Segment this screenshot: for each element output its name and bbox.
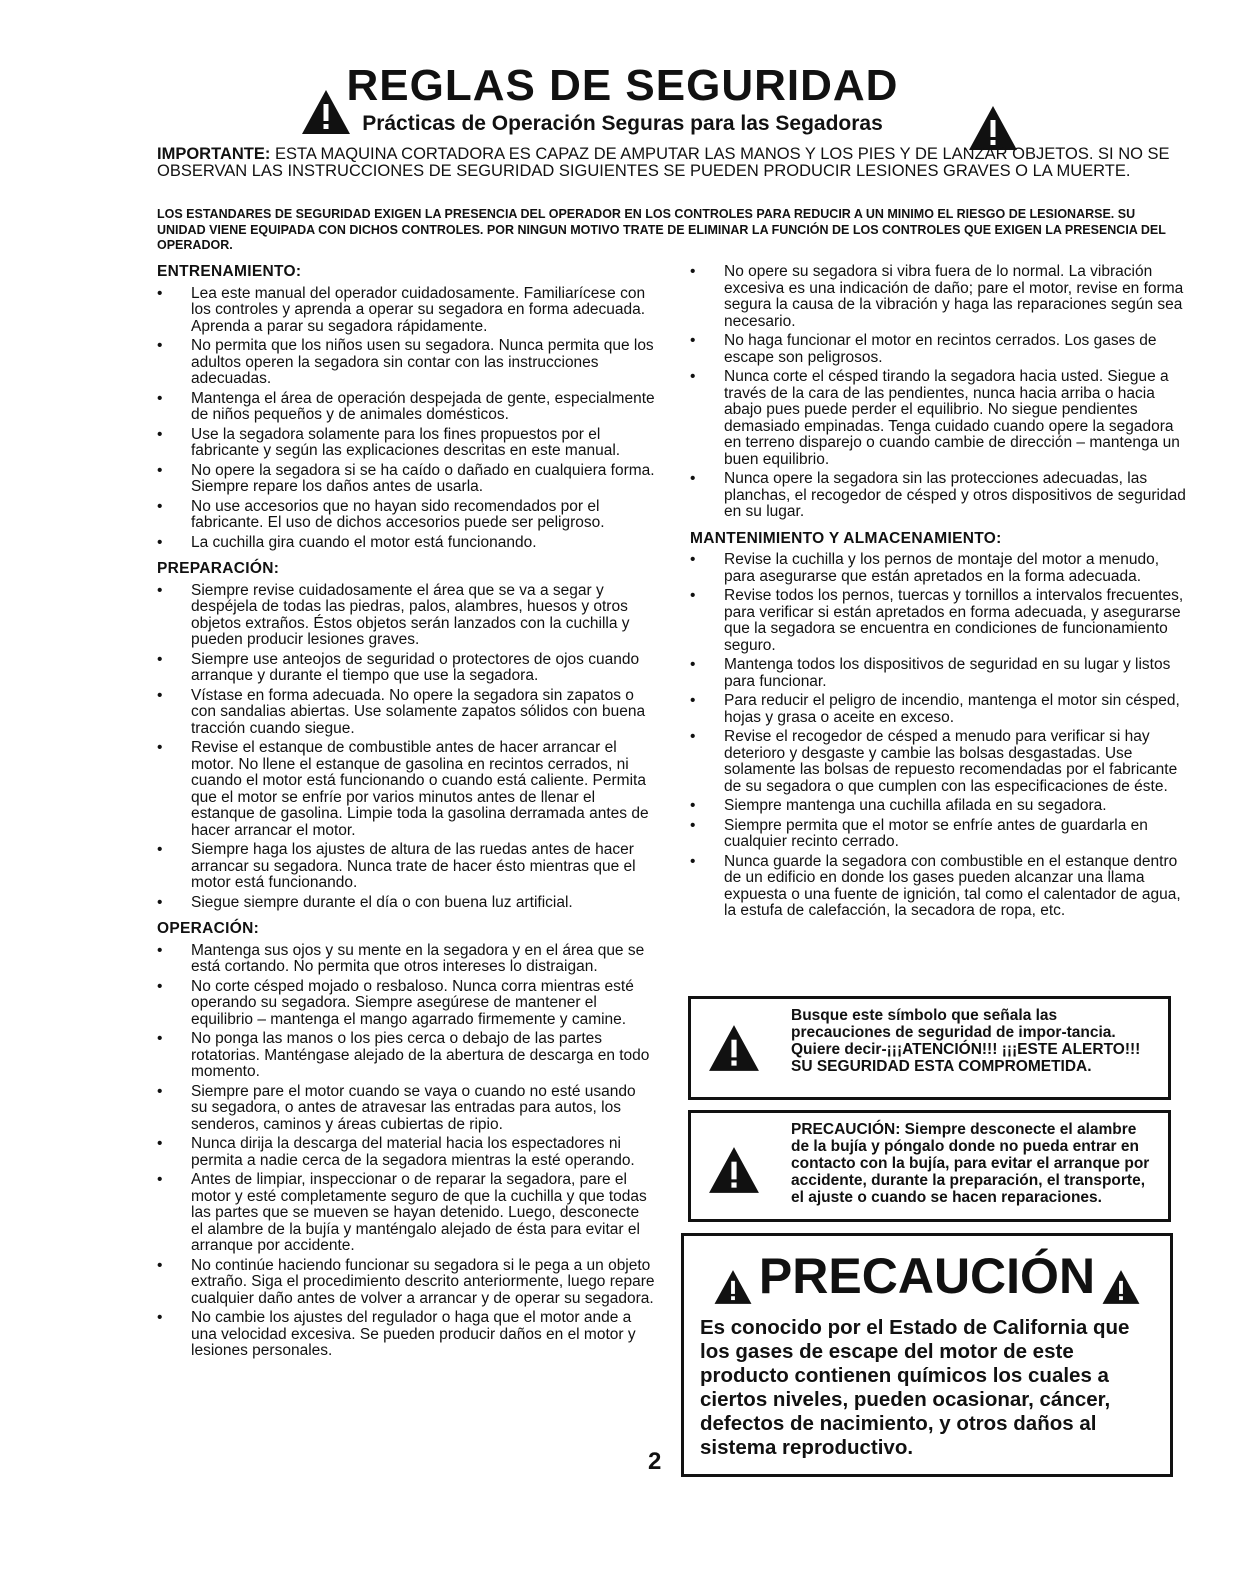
page-title: REGLAS DE SEGURIDAD	[346, 61, 899, 110]
list-item: • Lea este manual del operador cuidadosamente. Familiarícese con los controles y aprenda a operar su segadora en forma adecuada. Aprenda a parar su segadora rápidamente.	[157, 286, 655, 336]
list-item: • Revise la cuchilla y los pernos de montaje del motor a menudo, para asegurarse que están apretados en la forma adecuada.	[690, 552, 1188, 585]
warning-triangle-icon	[1101, 1261, 1141, 1299]
list-item: • No ponga las manos o los pies cerca o debajo de las partes rotatorias. Manténgase alejado de la abertura de descarga en todo momento.	[157, 1031, 655, 1081]
list-item: • Mantenga todos los dispositivos de seguridad en su lugar y listos para funcionar.	[690, 657, 1188, 690]
list-item: • Vístase en forma adecuada. No opere la segadora sin zapatos o con sandalias abiertas. Use solamente zapatos sólidos con buena tracción cuando siegue.	[157, 688, 655, 738]
item-list	[690, 552, 1188, 920]
important-label: IMPORTANTE:	[157, 145, 271, 163]
item-list	[157, 943, 655, 1360]
page-subtitle: Prácticas de Operación Seguras para las Segadoras	[362, 112, 883, 135]
section-heading: PREPARACIÓN:	[157, 560, 280, 577]
standards-notice: LOS ESTANDARES DE SEGURIDAD EXIGEN LA PRESENCIA DEL OPERADOR EN LOS CONTROLES PARA REDUCIR A UN MINIMO EL RIESGO DE LESIONARSE. SU UNIDAD VIENE EQUIPADA CON DICHOS CONTROLES. POR NINGUN MOTIVO TRATE DE ELIMINAR LA FUNCIÓN DE LOS CONTROLES QUE EXIGEN LA PRESENCIA DEL OPERADOR.	[157, 207, 1166, 252]
list-item: • Mantenga el área de operación despejada de gente, especialmente de niños pequeños y de animales domésticos.	[157, 391, 655, 424]
california-warning-heading: PRECAUCIÓN	[758, 1248, 1096, 1304]
warning-triangle-icon	[713, 1261, 753, 1299]
list-item: • Revise todos los pernos, tuercas y tornillos a intervalos frecuentes, para verificar si están apretados en forma adecuada, y asegurarse que la segadora se encuentra en condiciones de funcionamiento seguro.	[690, 588, 1188, 654]
title-row	[0, 62, 1245, 110]
list-item: • No corte césped mojado o resbaloso. Nunca corra mientras esté operando su segadora. Siempre asegúrese de mantener el equilibrio – mantenga el mango agarrado firmemente y camine.	[157, 979, 655, 1029]
list-item: • Siegue siempre durante el día o con buena luz artificial.	[157, 895, 655, 912]
list-item: • No opere su segadora si vibra fuera de lo normal. La vibración excesiva es una indicación de daño; pare el motor, revise en forma segura la causa de la vibración y haga las reparaciones según sea necesario.	[690, 264, 1188, 330]
right-column	[690, 264, 1188, 930]
section-heading: MANTENIMIENTO Y ALMACENAMIENTO:	[690, 529, 1002, 547]
section-operation	[157, 921, 655, 1360]
section-operation-continued	[690, 264, 1188, 521]
list-item: • La cuchilla gira cuando el motor está funcionando.	[157, 535, 655, 552]
list-item: • Revise el recogedor de césped a menudo para verificar si hay deterioro y desgaste y cambie las bolsas desgastadas. Use solamente las bolsas de repuesto recomendadas por el fabricante de su segadora o que cumplen con las especificaciones de éste.	[690, 729, 1188, 795]
list-item: • No haga funcionar el motor en recintos cerrados. Los gases de escape son peligrosos.	[690, 333, 1188, 366]
spark-plug-precaution-text: PRECAUCIÓN: Siempre desconecte el alambre de la bujía y póngalo donde no pueda entrar en contacto con la bujía, para evitar el arranque por accidente, durante la preparación, el transporte, el ajuste o cuando se hacen reparaciones.	[791, 1121, 1150, 1206]
california-warning-box	[681, 1233, 1173, 1477]
list-item: • Use la segadora solamente para los fines propuestos por el fabricante y según las explicaciones descritas en este manual.	[157, 427, 655, 460]
list-item: • Nunca dirija la descarga del material hacia los espectadores ni permita a nadie cerca de la segadora mientras la esté operando.	[157, 1136, 655, 1169]
list-item: • Nunca guarde la segadora con combustible en el estanque dentro de un edificio en donde los gases pueden alcanzar una llama expuesta o una fuente de ignición, tal como el calentador de agua, la estufa de calefacción, la secadora de ropa, etc.	[690, 854, 1188, 920]
list-item: • Siempre mantenga una cuchilla afilada en su segadora.	[690, 798, 1188, 815]
list-item: • Nunca opere la segadora sin las protecciones adecuadas, las planchas, el recogedor de césped y otros dispositivos de seguridad en su lugar.	[690, 471, 1188, 521]
list-item: • Revise el estanque de combustible antes de hacer arrancar el motor. No llene el estanque de gasolina en recintos cerrados, ni cuando el motor está funcionando o cuando está caliente. Permita que el motor se enfríe por varios minutos antes de llenar el estanque de gasolina. Limpie toda la gasolina derramada antes de hacer arrancar el motor.	[157, 740, 655, 839]
list-item: • No opere la segadora si se ha caído o dañado en cualquiera forma. Siempre repare los daños antes de usarla.	[157, 463, 655, 496]
item-list	[157, 286, 655, 552]
warning-triangle-icon	[707, 1145, 761, 1195]
item-list	[157, 583, 655, 912]
list-item: • Mantenga sus ojos y su mente en la segadora y en el área que se está cortando. No permita que otros intereses lo distraigan.	[157, 943, 655, 976]
list-item: • Nunca corte el césped tirando la segadora hacia usted. Siegue a través de la cara de las pendientes, nunca hacia arriba o hacia abajo pues puede perder el equilibrio. No siegue pendientes demasiado empinadas. Tenga cuidado cuando opere la segadora en terreno disparejo o cuando cambie de dirección – mantenga un buen equilibrio.	[690, 369, 1188, 468]
california-warning-text: Es conocido por el Estado de California que los gases de escape del motor de este producto contienen químicos los cuales a ciertos niveles, pueden ocasionar, cáncer, defectos de nacimiento, y otros daños al sistema reproductivo.	[700, 1316, 1130, 1459]
important-notice	[157, 146, 1187, 180]
list-item: • Siempre revise cuidadosamente el área que se va a segar y despéjela de todas las piedras, palos, alambres, huesos y otros objetos extraños. Éstos objetos serán lanzados con la cuchilla y pueden producir lesiones graves.	[157, 583, 655, 649]
section-training	[157, 264, 655, 551]
safety-symbol-box	[688, 996, 1171, 1100]
section-heading: ENTRENAMIENTO:	[157, 263, 302, 280]
list-item: • Siempre haga los ajustes de altura de las ruedas antes de hacer arrancar su segadora. Nunca trate de hacer ésto mientras que el motor está funcionando.	[157, 842, 655, 892]
spark-plug-precaution-box	[688, 1110, 1171, 1222]
list-item: • Para reducir el peligro de incendio, mantenga el motor sin césped, hojas y grasa o aceite en exceso.	[690, 693, 1188, 726]
list-item: • No permita que los niños usen su segadora. Nunca permita que los adultos operen la segadora sin contar con las instrucciones adecuadas.	[157, 338, 655, 388]
list-item: • No use accesorios que no hayan sido recomendados por el fabricante. El uso de dichos accesorios puede ser peligroso.	[157, 499, 655, 532]
section-maintenance	[690, 531, 1188, 920]
safety-symbol-text: Busque este símbolo que señala las precauciones de seguridad de impor-tancia. Quiere decir-¡¡¡ATENCIÓN!!! ¡¡¡ESTE ALERTO!!! SU SEGURIDAD ESTA COMPROMETIDA.	[791, 1007, 1141, 1075]
page-number: 2	[648, 1448, 662, 1475]
list-item: • Siempre pare el motor cuando se vaya o cuando no esté usando su segadora, o antes de atravesar las entradas para autos, los senderos, caminos y áreas cubiertas de ripio.	[157, 1084, 655, 1134]
list-item: • No continúe haciendo funcionar su segadora si le pega a un objeto extraño. Siga el procedimiento descrito anteriormente, luego repare cualquier daño antes de volver a arrancar y de operar su segadora.	[157, 1258, 655, 1308]
list-item: • Siempre permita que el motor se enfríe antes de guardarla en cualquier recinto cerrado.	[690, 818, 1188, 851]
warning-triangle-icon	[707, 1023, 761, 1073]
list-item: • No cambie los ajustes del regulador o haga que el motor ande a una velocidad excesiva. Se pueden producir daños en el motor y lesiones personales.	[157, 1310, 655, 1360]
list-item: • Antes de limpiar, inspeccionar o de reparar la segadora, pare el motor y esté completamente seguro de que la cuchilla y que todas las partes que se mueven se hayan detenido. Luego, desconecte el alambre de la bujía y manténgalo alejado de ésta para evitar el arranque por accidente.	[157, 1172, 655, 1255]
left-column	[157, 264, 655, 1370]
important-text: ESTA MAQUINA CORTADORA ES CAPAZ DE AMPUTAR LAS MANOS Y LOS PIES Y DE LANZAR OBJETOS. SI NO SE OBSERVAN LAS INSTRUCCIONES DE SEGURIDAD SIGUIENTES SE PUEDEN PRODUCIR LESIONES GRAVES O LA MUERTE.	[157, 145, 1170, 180]
section-heading: OPERACIÓN:	[157, 920, 260, 937]
section-preparation	[157, 561, 655, 911]
california-warning-title	[684, 1248, 1170, 1304]
list-item: • Siempre use anteojos de seguridad o protectores de ojos cuando arranque y durante el tiempo que use la segadora.	[157, 652, 655, 685]
item-list	[690, 264, 1188, 521]
